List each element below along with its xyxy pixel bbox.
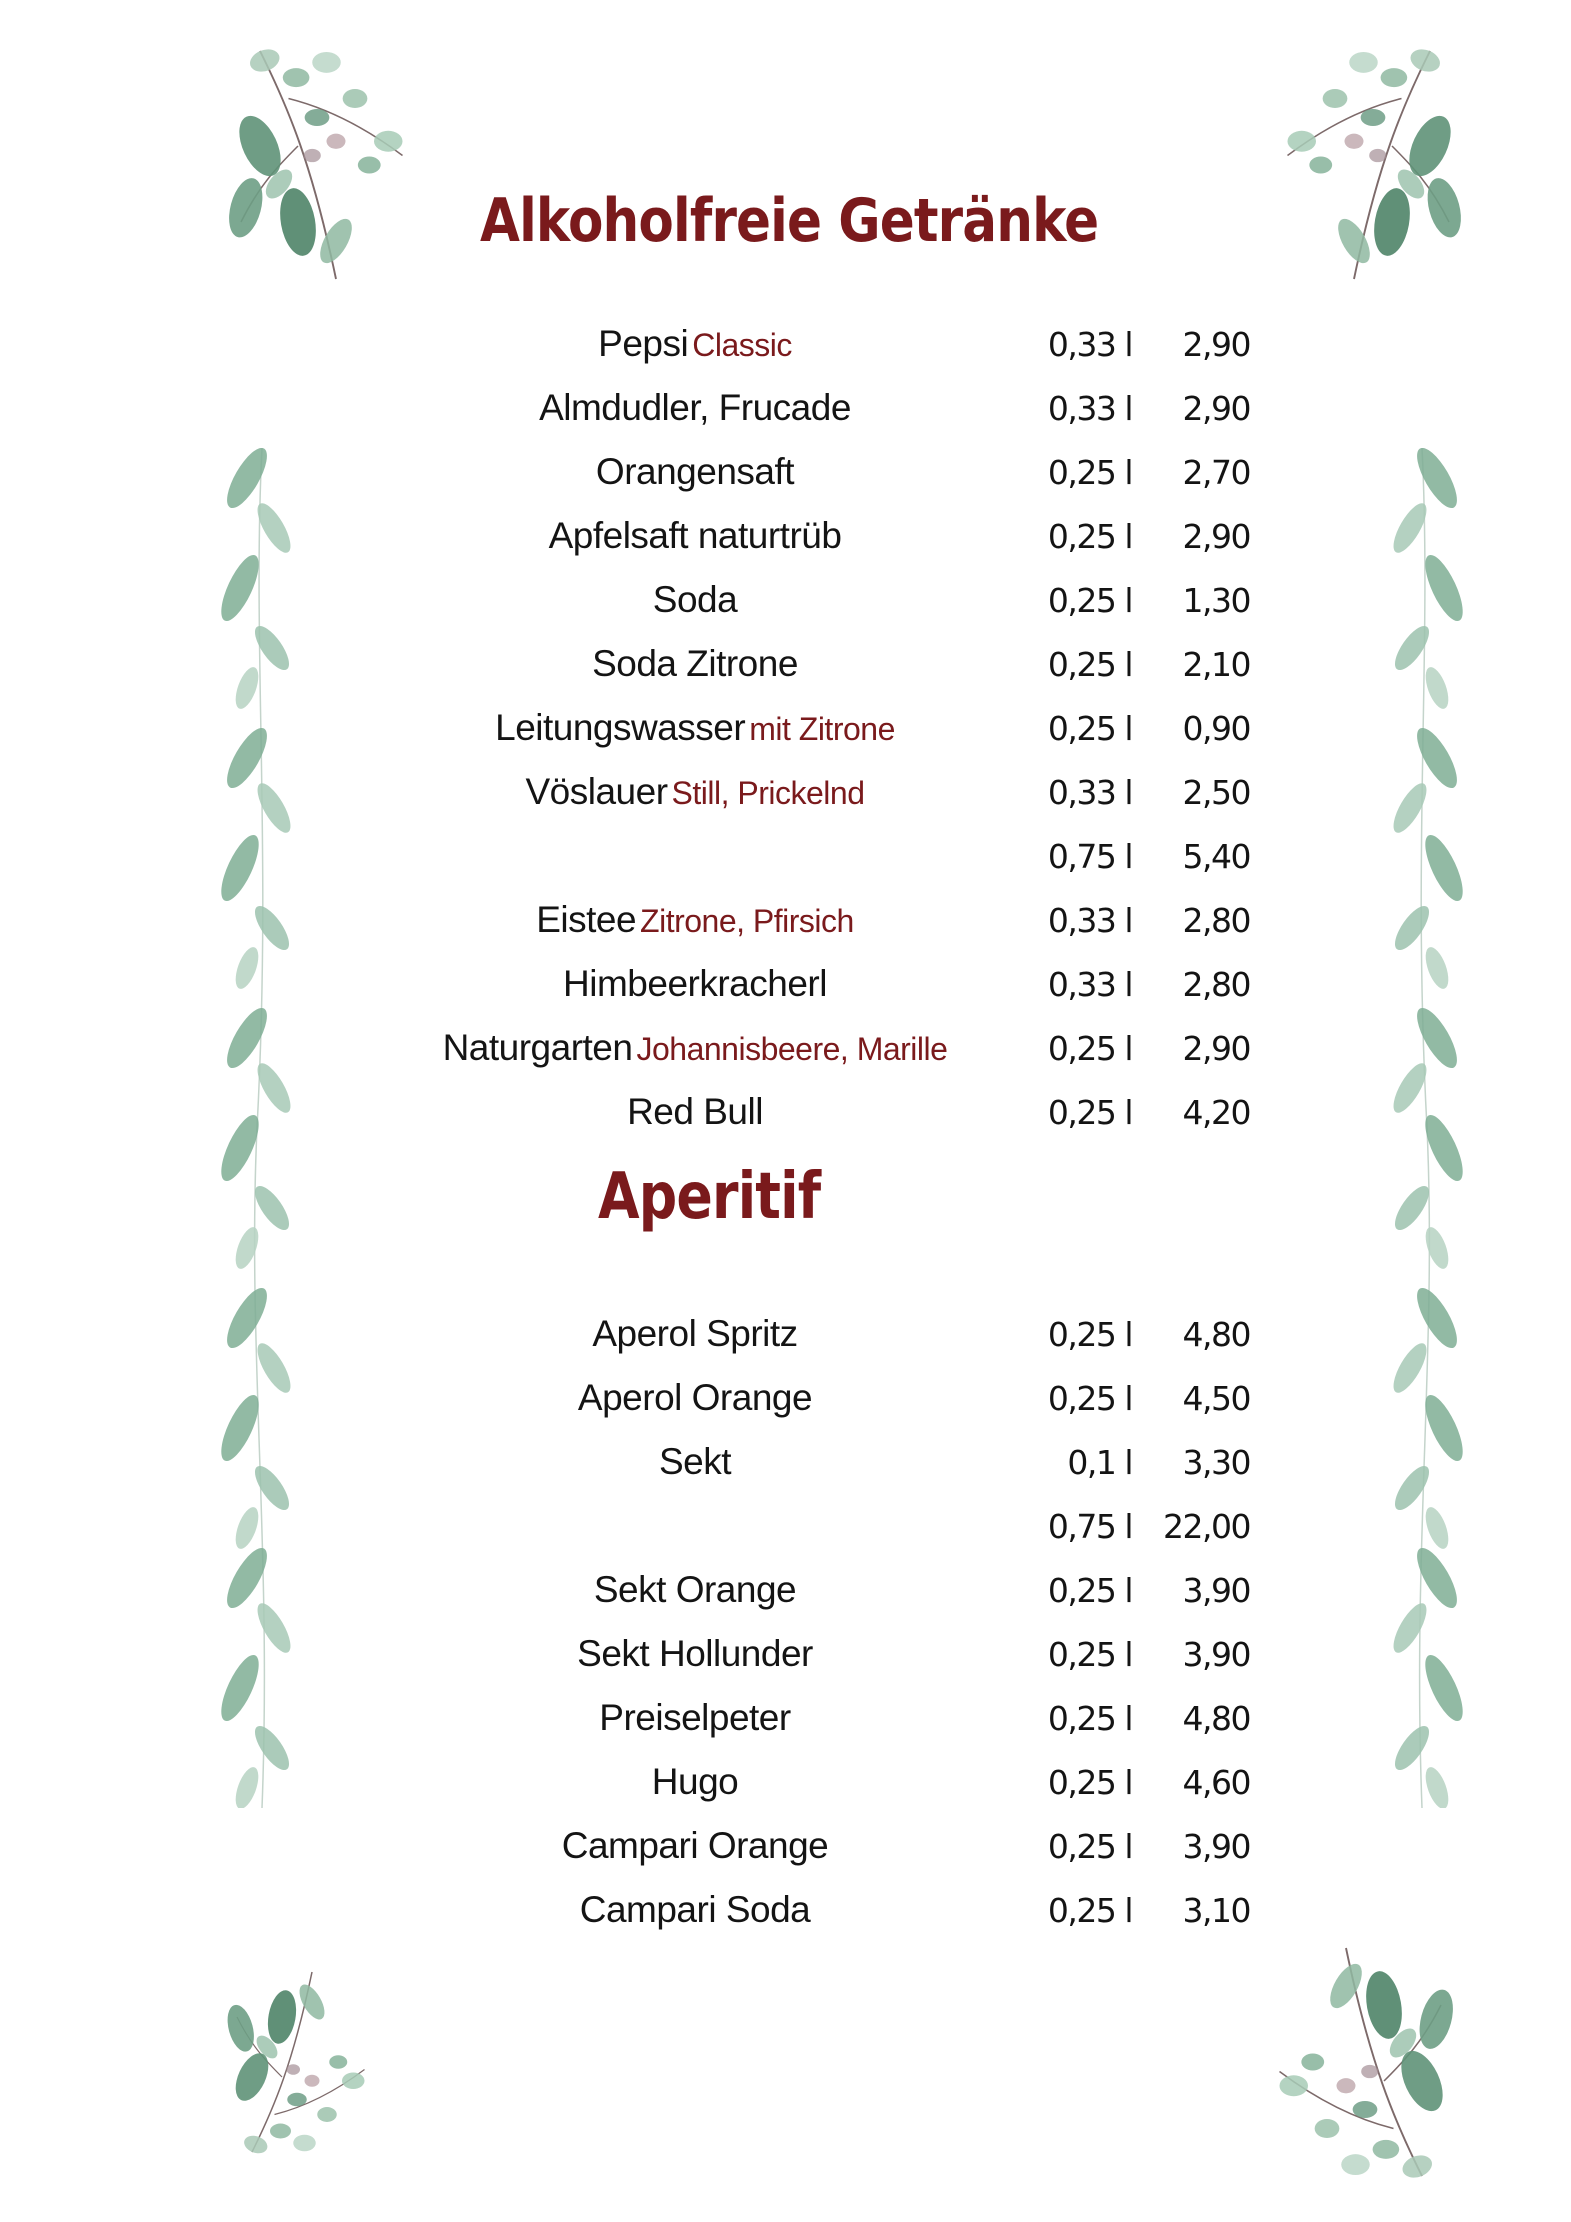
- item-note: mit Zitrone: [749, 711, 895, 747]
- menu-list: [0, 312, 1571, 1144]
- menu-item: [0, 440, 1571, 504]
- item-name-cell: [400, 1822, 990, 1870]
- item-price: 5,40: [1182, 837, 1250, 876]
- menu-item: [0, 376, 1571, 440]
- menu-item: [0, 1080, 1571, 1144]
- item-volume: 0,25 l: [1047, 1891, 1132, 1930]
- item-volume: 0,33 l: [1047, 901, 1132, 940]
- menu-item: [0, 888, 1571, 952]
- item-name-cell: [400, 640, 990, 688]
- item-name: Aperol Orange: [577, 1377, 813, 1418]
- item-name-cell: [400, 320, 990, 369]
- item-price: 2,10: [1182, 645, 1250, 684]
- item-volume: 0,25 l: [1047, 453, 1132, 492]
- item-name: Naturgarten: [442, 1027, 633, 1068]
- item-name: Soda: [652, 579, 738, 620]
- menu-list: [0, 1302, 1571, 1942]
- eucalyptus-icon: [222, 1932, 372, 2192]
- menu-item: [0, 568, 1571, 632]
- item-price: 2,90: [1182, 1029, 1250, 1068]
- menu-item: [0, 1494, 1571, 1558]
- item-name: Sekt: [658, 1441, 732, 1482]
- item-name: Eistee: [536, 899, 637, 940]
- item-volume: 0,25 l: [1047, 581, 1132, 620]
- item-volume: 0,25 l: [1047, 1379, 1132, 1418]
- item-price: 2,80: [1182, 901, 1250, 940]
- eucalyptus-icon: [222, 40, 412, 290]
- item-name-cell: [400, 448, 990, 496]
- item-name-cell: [400, 1758, 990, 1806]
- item-price: 3,90: [1182, 1571, 1250, 1610]
- item-price: 2,50: [1182, 773, 1250, 812]
- item-volume: 0,1 l: [1067, 1443, 1132, 1482]
- item-price: 1,30: [1182, 581, 1250, 620]
- item-name-cell: [400, 1886, 990, 1934]
- item-volume: 0,33 l: [1047, 773, 1132, 812]
- item-note: Classic: [692, 327, 792, 363]
- menu-item: [0, 504, 1571, 568]
- menu-item: [0, 760, 1571, 824]
- item-name: Campari Soda: [579, 1889, 811, 1930]
- item-price: 2,90: [1182, 389, 1250, 428]
- item-volume: 0,25 l: [1047, 1827, 1132, 1866]
- menu-item: [0, 1302, 1571, 1366]
- item-name: Sekt Orange: [593, 1569, 797, 1610]
- item-volume: 0,25 l: [1047, 1699, 1132, 1738]
- item-name-cell: [400, 576, 990, 624]
- menu-item: [0, 952, 1571, 1016]
- item-price: 2,90: [1182, 325, 1250, 364]
- item-name: Preiselpeter: [599, 1697, 791, 1738]
- item-volume: 0,75 l: [1047, 837, 1132, 876]
- item-price: 3,90: [1182, 1827, 1250, 1866]
- item-note: Still, Prickelnd: [671, 775, 865, 811]
- menu-item: [0, 1750, 1571, 1814]
- item-note: Johannisbeere, Marille: [636, 1031, 948, 1067]
- item-volume: 0,25 l: [1047, 1029, 1132, 1068]
- item-name: Pepsi: [598, 323, 689, 364]
- menu-item: [0, 1814, 1571, 1878]
- item-name-cell: [400, 1024, 990, 1073]
- menu-item: [0, 696, 1571, 760]
- menu-item: [0, 312, 1571, 376]
- item-price: 4,50: [1182, 1379, 1250, 1418]
- item-volume: 0,25 l: [1047, 1315, 1132, 1354]
- item-volume: 0,75 l: [1047, 1507, 1132, 1546]
- item-volume: 0,33 l: [1047, 389, 1132, 428]
- item-volume: 0,25 l: [1047, 709, 1132, 748]
- item-name: Campari Orange: [561, 1825, 829, 1866]
- item-name: Red Bull: [627, 1091, 763, 1132]
- item-name-cell: [400, 1310, 990, 1358]
- item-name: Hugo: [651, 1761, 739, 1802]
- menu-item: [0, 1558, 1571, 1622]
- item-name: Orangensaft: [595, 451, 795, 492]
- item-name-cell: [400, 384, 990, 432]
- item-name-cell: [400, 704, 990, 753]
- item-volume: 0,25 l: [1047, 1093, 1132, 1132]
- item-name-cell: [400, 960, 990, 1008]
- item-name-cell: [400, 1566, 990, 1614]
- item-note: Zitrone, Pfirsich: [640, 903, 854, 939]
- menu-item: [0, 1016, 1571, 1080]
- item-name-cell: [400, 896, 990, 945]
- item-price: 3,10: [1182, 1891, 1250, 1930]
- menu-item: [0, 1366, 1571, 1430]
- section-title: Alkoholfreie Getränke: [480, 186, 1099, 256]
- item-price: 4,80: [1182, 1315, 1250, 1354]
- eucalyptus-icon: [1278, 40, 1468, 290]
- item-name-cell: [400, 1088, 990, 1136]
- menu-item: [0, 1430, 1571, 1494]
- eucalyptus-icon: [1270, 1932, 1460, 2192]
- item-volume: 0,25 l: [1047, 1763, 1132, 1802]
- item-name: Almdudler, Frucade: [539, 387, 851, 428]
- item-volume: 0,25 l: [1047, 645, 1132, 684]
- item-volume: 0,25 l: [1047, 1635, 1132, 1674]
- menu-item: [0, 1686, 1571, 1750]
- menu-item: [0, 824, 1571, 888]
- item-volume: 0,33 l: [1047, 965, 1132, 1004]
- menu-item: [0, 632, 1571, 696]
- item-price: 4,60: [1182, 1763, 1250, 1802]
- item-name-cell: [400, 1630, 990, 1678]
- item-price: 2,90: [1182, 517, 1250, 556]
- item-price: 2,80: [1182, 965, 1250, 1004]
- item-name-cell: [400, 768, 990, 817]
- item-name-cell: [400, 512, 990, 560]
- item-name: Soda Zitrone: [592, 643, 798, 684]
- item-name: Sekt Hollunder: [577, 1633, 813, 1674]
- item-volume: 0,33 l: [1047, 325, 1132, 364]
- section-title: Aperitif: [598, 1160, 821, 1234]
- menu-item: [0, 1622, 1571, 1686]
- item-price: 4,80: [1182, 1699, 1250, 1738]
- item-name: Vöslauer: [525, 771, 668, 812]
- item-price: 2,70: [1182, 453, 1250, 492]
- item-name: Leitungswasser: [495, 707, 746, 748]
- item-price: 22,00: [1163, 1507, 1250, 1546]
- item-price: 3,90: [1182, 1635, 1250, 1674]
- item-name-cell: [400, 1374, 990, 1422]
- menu-item: [0, 1878, 1571, 1942]
- item-name: Himbeerkracherl: [563, 963, 827, 1004]
- item-volume: 0,25 l: [1047, 517, 1132, 556]
- item-price: 4,20: [1182, 1093, 1250, 1132]
- item-name-cell: [400, 1694, 990, 1742]
- item-price: 3,30: [1182, 1443, 1250, 1482]
- item-name: Aperol Spritz: [592, 1313, 798, 1354]
- item-volume: 0,25 l: [1047, 1571, 1132, 1610]
- item-price: 0,90: [1182, 709, 1250, 748]
- item-name: Apfelsaft naturtrüb: [548, 515, 842, 556]
- item-name-cell: [400, 1438, 990, 1486]
